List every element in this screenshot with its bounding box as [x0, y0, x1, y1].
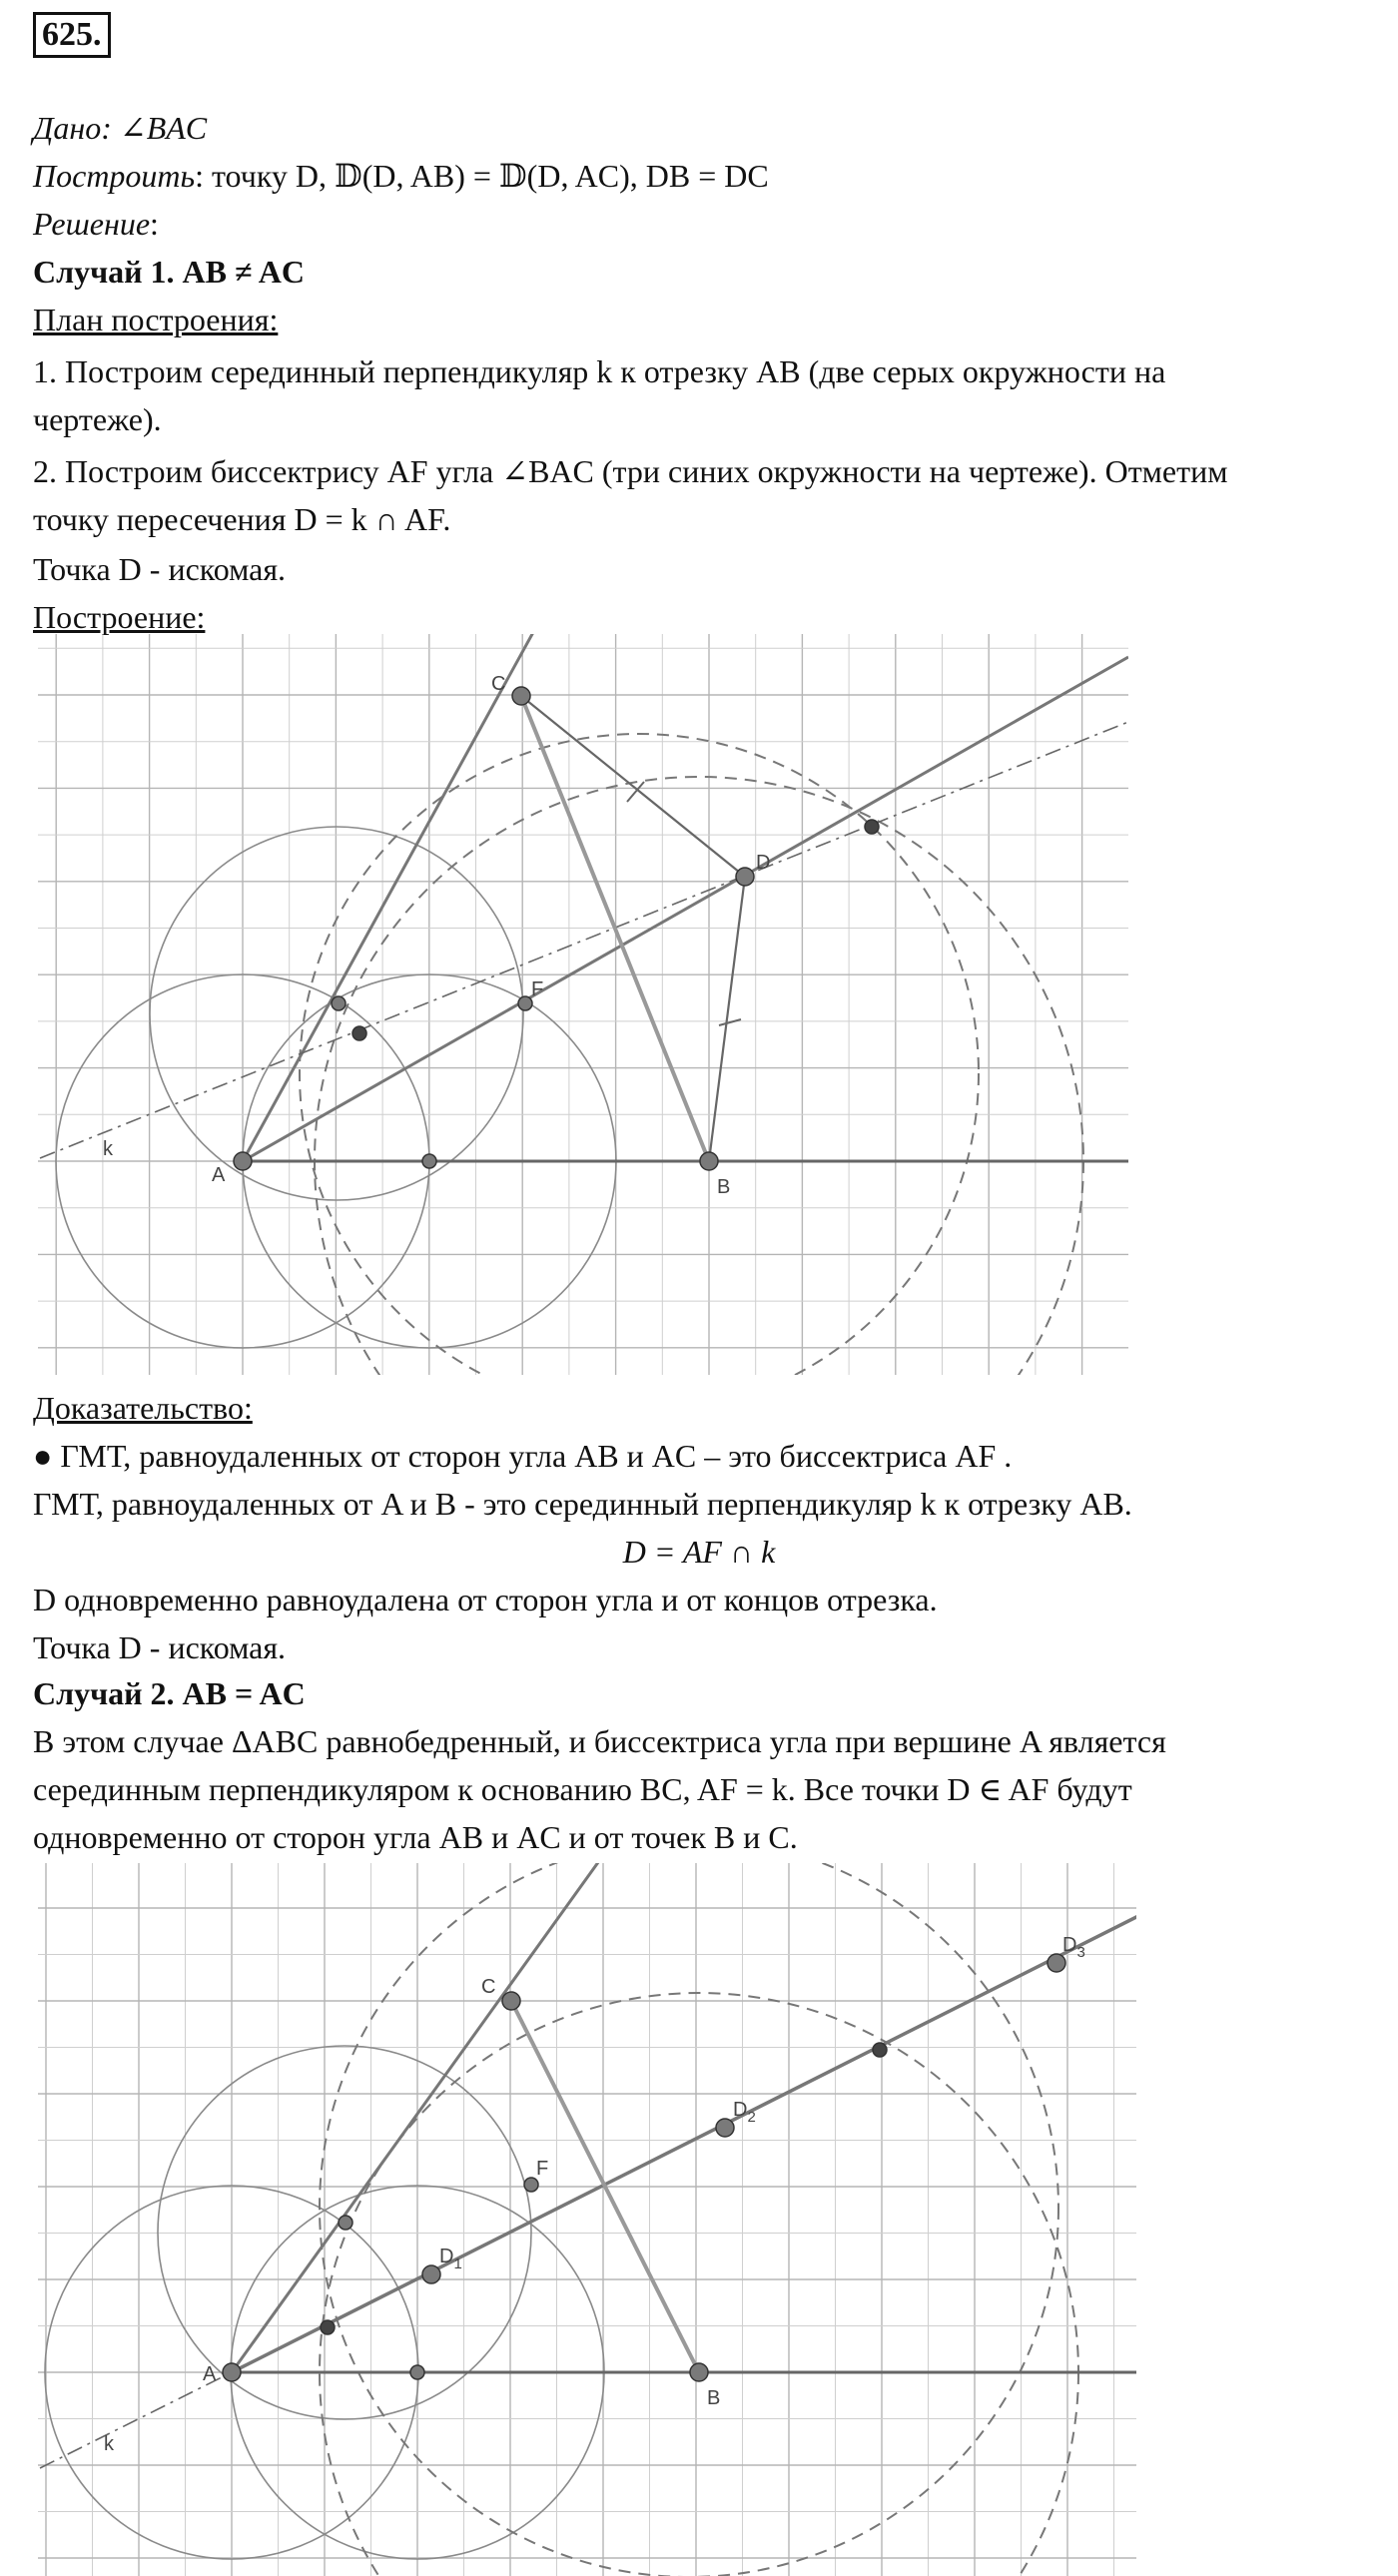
label-d2-sub: 2	[747, 2109, 756, 2126]
label-d3-letter: D	[1062, 1934, 1077, 1956]
problem-number: 625.	[33, 12, 111, 58]
point-d-sought-1: Точка D - искомая.	[33, 551, 287, 587]
label-c: C	[481, 1976, 496, 1998]
label-f: F	[536, 2158, 549, 2180]
label-b: B	[707, 2387, 721, 2409]
case2-line-3: одновременно от сторон угла AB и AC и от точек B и C.	[33, 1819, 798, 1855]
figure-2-svg	[0, 1863, 1143, 2576]
point-f	[518, 996, 532, 1010]
proof-formula: D = AF ∩ k	[622, 1534, 776, 1570]
label-k: k	[104, 2433, 114, 2455]
label-d1-letter: D	[439, 2246, 454, 2267]
point-circle-intersection	[339, 2216, 352, 2230]
point-arc-intersection-2	[865, 820, 879, 834]
solution-line	[33, 204, 159, 244]
figure-1-labels	[103, 673, 770, 1198]
point-d1	[422, 2265, 440, 2283]
construction-figure-2	[0, 1863, 1143, 2576]
plan-step2-b: точку пересечения D = k ∩ AF.	[33, 501, 451, 537]
case2-title: Случай 2. AB = AC	[33, 1675, 306, 1711]
figure-2-dashed-circles	[320, 1863, 1078, 2576]
point-d2	[716, 2119, 734, 2137]
figure-2-labels	[104, 1934, 1085, 2455]
label-d: D	[756, 852, 771, 874]
dashed-circle-b	[320, 1863, 1058, 2576]
point-f	[524, 2178, 538, 2192]
label-d1-sub: 1	[453, 2255, 462, 2272]
dashed-circle-a	[315, 777, 1083, 1378]
label-a: A	[203, 2363, 217, 2385]
case2-line-2: серединным перпендикуляром к основанию BC, AF = k. Все точки D ∈ AF будут	[33, 1771, 1132, 1807]
label-d1	[439, 2246, 462, 2272]
construct-line	[33, 156, 769, 196]
construct-text: : точку D, 𝔻(D, AB) = 𝔻(D, AC), DB = DC	[195, 158, 769, 194]
solution-colon: :	[150, 206, 159, 242]
given-text: : ∠BAC	[101, 110, 208, 146]
point-c	[512, 687, 530, 705]
point-d	[736, 868, 754, 886]
dashed-circle-a	[320, 1993, 1078, 2576]
label-c: C	[491, 673, 506, 695]
given-label: Дано	[33, 110, 102, 146]
proof-line-3: D одновременно равноудалена от сторон угла и от концов отрезка.	[33, 1582, 938, 1617]
perpendicular-k	[40, 722, 1128, 1158]
construction-figure-1	[0, 634, 1138, 1378]
label-b: B	[717, 1176, 731, 1198]
ray-ac	[232, 1863, 619, 2372]
proof-line-2: ГМТ, равноудаленных от A и B - это серединный перпендикуляр k к отрезку AB.	[33, 1486, 1132, 1522]
label-d3-sub: 3	[1076, 1944, 1085, 1961]
label-k: k	[103, 1138, 113, 1160]
tick-db	[719, 1019, 741, 1025]
label-f: F	[531, 978, 544, 1000]
given-line	[33, 108, 207, 148]
figure-1-dashed-circles	[300, 734, 1083, 1378]
construction-label: Построение:	[33, 599, 206, 635]
point-d-sought-2: Точка D - искомая.	[33, 1629, 287, 1665]
point-b	[690, 2363, 708, 2381]
solution-label: Решение	[33, 206, 151, 242]
label-d2	[733, 2099, 756, 2126]
case1-title: Случай 1. AB ≠ AC	[33, 254, 306, 290]
point-arc-intersection-1	[352, 1026, 366, 1040]
label-a: A	[212, 1164, 226, 1186]
point-d3	[1048, 1954, 1065, 1972]
bisector-af	[243, 657, 1128, 1161]
proof-label: Доказательство:	[33, 1390, 253, 1426]
point-a	[234, 1152, 252, 1170]
point-a	[223, 2363, 241, 2381]
point-mid-ab	[410, 2365, 424, 2379]
construct-label: Построить	[33, 158, 196, 194]
figure-2-grid	[0, 1863, 1138, 2576]
point-c	[502, 1992, 520, 2010]
line-k	[40, 2372, 232, 2468]
point-arc-intersection-1	[321, 2320, 335, 2334]
plan-label: План построения:	[33, 302, 279, 337]
segment-cd	[521, 696, 745, 877]
label-d3	[1062, 1934, 1085, 1961]
plan-step1-b: чертеже).	[33, 401, 162, 437]
plan-step1-a: 1. Построим серединный перпендикуляр k к отрезку AB (две серых окружности на	[33, 353, 1166, 389]
plan-step2-a: 2. Построим биссектрису AF угла ∠BAC (три синих окружности на чертеже). Отметим	[33, 453, 1228, 489]
case2-line-1: В этом случае ΔABC равнобедренный, и биссектриса угла при вершине A является	[33, 1723, 1166, 1759]
figure-1-grid	[10, 634, 1129, 1375]
point-mid-ab	[422, 1154, 436, 1168]
figure-1-svg	[0, 634, 1138, 1378]
point-circle-intersection	[332, 996, 346, 1010]
label-d2-letter: D	[733, 2099, 748, 2121]
proof-line-1: ● ГМТ, равноудаленных от сторон угла AB и AC – это биссектриса AF .	[33, 1438, 1013, 1474]
point-b	[700, 1152, 718, 1170]
point-arc-intersection-2	[873, 2043, 887, 2057]
